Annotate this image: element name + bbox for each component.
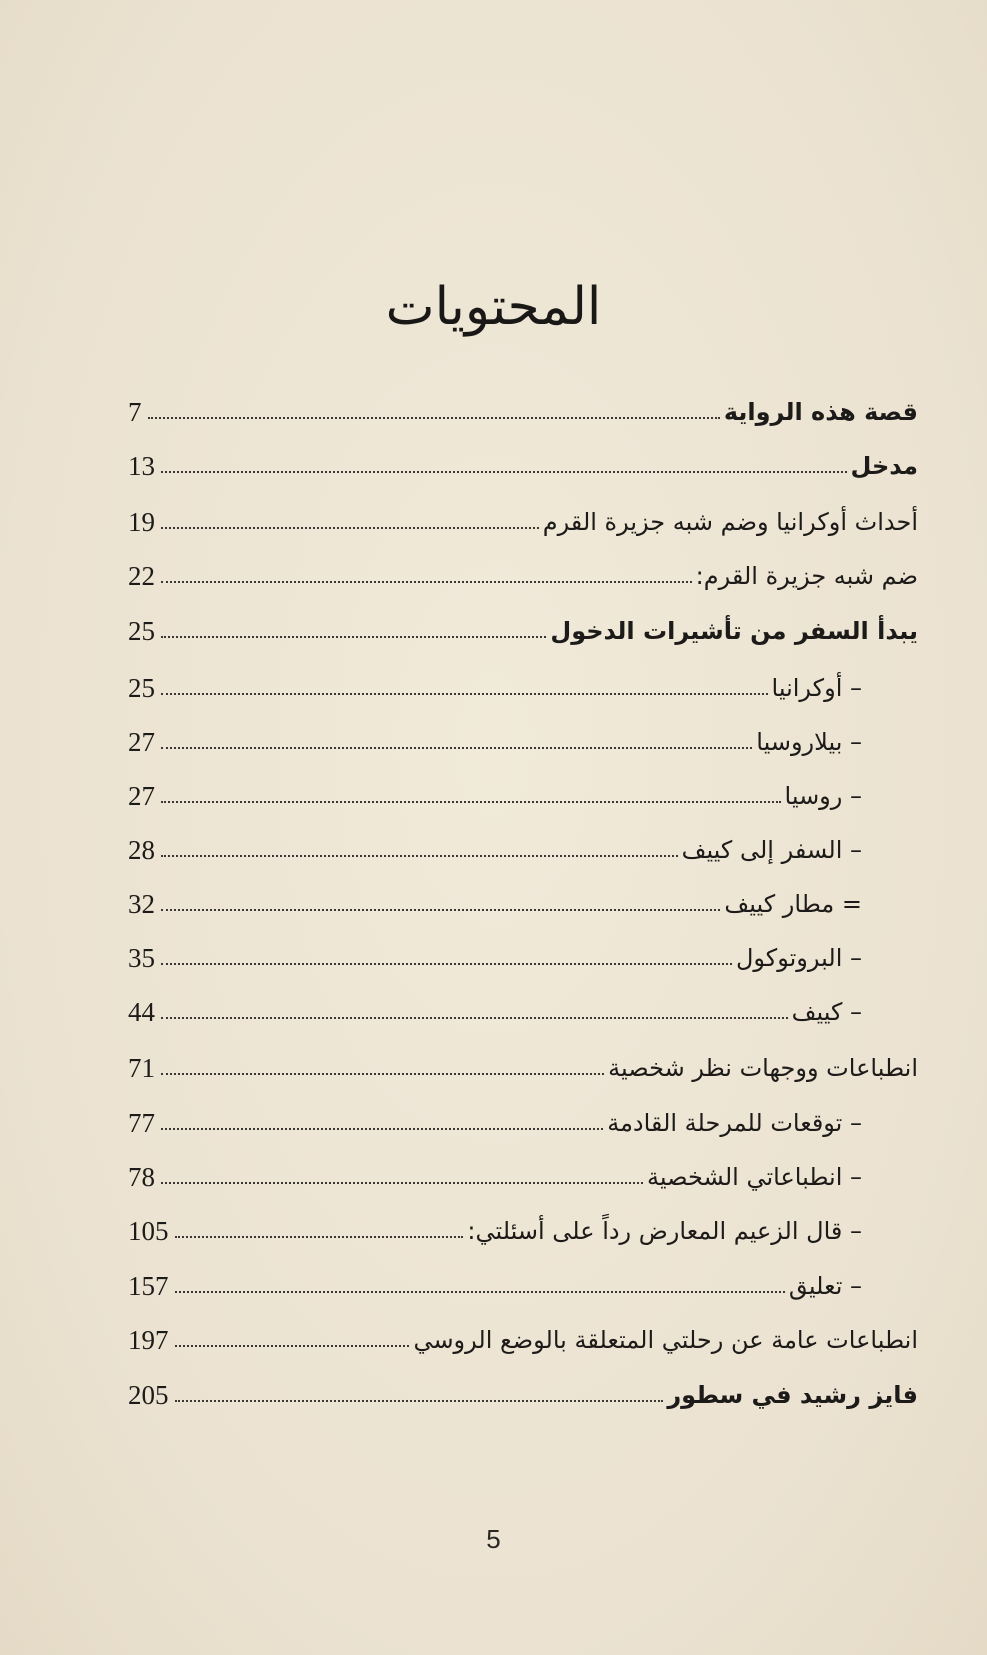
dot-leader [175, 1291, 785, 1293]
toc-entry-title: – قال الزعيم المعارض رداً على أسئلتي: [467, 1217, 862, 1245]
toc-entry-page-number: 197 [128, 1325, 169, 1355]
dot-leader [175, 1345, 410, 1347]
toc-entry-page-number: 32 [128, 889, 155, 919]
toc-entry-title: يبدأ السفر من تأشيرات الدخول [550, 617, 918, 645]
dot-leader [161, 963, 732, 965]
toc-entry [128, 438, 918, 482]
toc-entry-page-number: 13 [128, 451, 155, 481]
toc-entry-title: انطباعات عامة عن رحلتي المتعلقة بالوضع الروسي [413, 1326, 918, 1354]
dot-leader [161, 747, 752, 749]
toc-entry-title: – كييف [791, 998, 862, 1026]
toc-entry-page-number: 35 [128, 943, 155, 973]
toc-entry-title: أحداث أوكرانيا وضم شبه جزيرة القرم [542, 508, 918, 536]
toc-entry-page-number: 77 [128, 1108, 155, 1138]
page-title: المحتويات [385, 277, 602, 337]
dot-leader [161, 636, 546, 638]
toc-entry-page-number: 105 [128, 1216, 169, 1246]
toc-entry-page-number: 44 [128, 997, 155, 1027]
toc-entry [128, 984, 918, 1028]
toc-entry-page-number: 7 [128, 397, 142, 427]
toc-entry-title: انطباعات ووجهات نظر شخصية [608, 1054, 918, 1082]
toc-entry-page-number: 19 [128, 507, 155, 537]
toc-entry [128, 603, 918, 647]
toc-entry [128, 1367, 918, 1411]
dot-leader [161, 1182, 643, 1184]
toc-entry-title: – بيلاروسيا [756, 728, 862, 756]
toc-entry-title: – توقعات للمرحلة القادمة [607, 1109, 862, 1137]
dot-leader [161, 1128, 603, 1130]
toc-entry [128, 384, 918, 428]
toc-entry-title: ضم شبه جزيرة القرم: [695, 562, 918, 590]
dot-leader [148, 417, 720, 419]
toc-entry [128, 1095, 918, 1139]
page-number: 5 [486, 1524, 501, 1554]
toc-entry-page-number: 22 [128, 561, 155, 591]
toc-entry [128, 876, 918, 920]
dot-leader [161, 581, 692, 583]
toc-entry-title: – أوكرانيا [771, 674, 862, 702]
toc-entry [128, 768, 918, 812]
toc-entry [128, 714, 918, 758]
toc-entry [128, 1203, 918, 1247]
toc-entry-title: – انطباعاتي الشخصية [647, 1163, 862, 1191]
dot-leader [175, 1236, 464, 1238]
toc-entry [128, 822, 918, 866]
dot-leader [161, 1073, 604, 1075]
dot-leader [161, 527, 539, 529]
toc-entry [128, 1258, 918, 1302]
dot-leader [161, 693, 768, 695]
toc-entry-title: – تعليق [788, 1272, 862, 1300]
toc-entry [128, 660, 918, 704]
toc-entry [128, 548, 918, 592]
toc-entry-page-number: 157 [128, 1271, 169, 1301]
toc-entry-page-number: 25 [128, 673, 155, 703]
toc-entry-title: – البروتوكول [735, 944, 862, 972]
toc-entry [128, 930, 918, 974]
toc-entry [128, 1040, 918, 1084]
toc-entry-title: مدخل [850, 452, 918, 480]
toc-entry-page-number: 28 [128, 835, 155, 865]
toc-entry-title: – السفر إلى كييف [681, 836, 862, 864]
toc-entry [128, 1312, 918, 1356]
dot-leader [161, 909, 720, 911]
toc-entry-page-number: 27 [128, 781, 155, 811]
dot-leader [175, 1400, 664, 1402]
dot-leader [161, 801, 781, 803]
toc-entry-page-number: 205 [128, 1380, 169, 1410]
dot-leader [161, 1017, 788, 1019]
dot-leader [161, 471, 847, 473]
toc-entry-title: قصة هذه الرواية [723, 398, 918, 426]
toc-entry [128, 1149, 918, 1193]
toc-entry-page-number: 71 [128, 1053, 155, 1083]
toc-entry-title: = مطار كييف [724, 890, 862, 918]
toc-entry-title: – روسيا [784, 782, 862, 810]
toc-entry-page-number: 78 [128, 1162, 155, 1192]
dot-leader [161, 855, 678, 857]
toc-entry-page-number: 27 [128, 727, 155, 757]
toc-entry-title: فايز رشيد في سطور [667, 1381, 918, 1409]
toc-entry-page-number: 25 [128, 616, 155, 646]
toc-entry [128, 494, 918, 538]
